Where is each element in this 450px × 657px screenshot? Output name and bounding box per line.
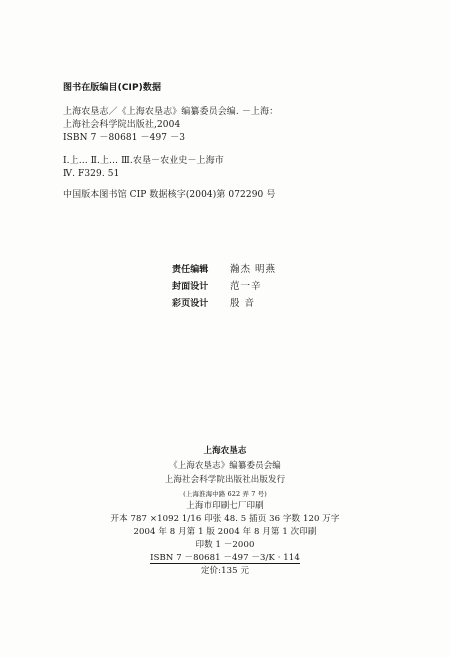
cip-classification-line: Ⅳ. F329. 51 (63, 169, 120, 179)
colophon-printer: 上海市印刷七厂印刷 (186, 501, 264, 511)
cip-isbn-line: ISBN 7 －80681 －497 －3 (63, 133, 186, 143)
cip-publisher-line: 上海社会科学院出版社,2004 (63, 120, 181, 130)
colophon-specs: 开本 787 ×1092 1/16 印张 48. 5 插页 36 字数 120 万字 (110, 514, 340, 524)
colophon-isbn: ISBN 7 －80681 －497 －3/K · 114 (150, 553, 300, 563)
credit-row (172, 281, 262, 293)
colophon-editor: 《上海农垦志》编纂委员会编 (169, 461, 281, 471)
colophon-address: (上海淮海中路 622 弄 7 号) (183, 490, 267, 498)
colophon-edition: 2004 年 8 月第 1 版 2004 年 8 月第 1 次印刷 (133, 527, 317, 537)
cip-subject-line: Ⅰ.上… Ⅱ.上… Ⅲ.农垦－农业史－上海市 (63, 156, 224, 166)
credit-value: 瀚杰 明燕 (230, 264, 277, 275)
colophon-publisher: 上海社会科学院出版社出版发行 (164, 475, 286, 485)
colophon-price: 定价:135 元 (200, 566, 250, 576)
credit-label: 责任编辑 (172, 265, 209, 275)
cip-title-line: 上海农垦志／《上海农垦志》编纂委员会编. －上海： (63, 107, 279, 117)
credit-label: 彩页设计 (172, 299, 209, 309)
credit-row (172, 298, 255, 310)
cip-heading: 图书在版编目(CIP)数据 (63, 83, 162, 93)
cip-record-number: 中国版本图书馆 CIP 数据核字(2004)第 072290 号 (63, 190, 276, 200)
credit-value: 范一辛 (230, 281, 262, 292)
credit-row (172, 264, 276, 276)
credit-value: 殷 音 (230, 298, 256, 309)
credit-label: 封面设计 (172, 282, 209, 292)
colophon-print-run: 印数 1 －2000 (195, 540, 255, 550)
colophon-isbn-row (0, 553, 450, 564)
colophon-book-title: 上海农垦志 (203, 446, 247, 456)
